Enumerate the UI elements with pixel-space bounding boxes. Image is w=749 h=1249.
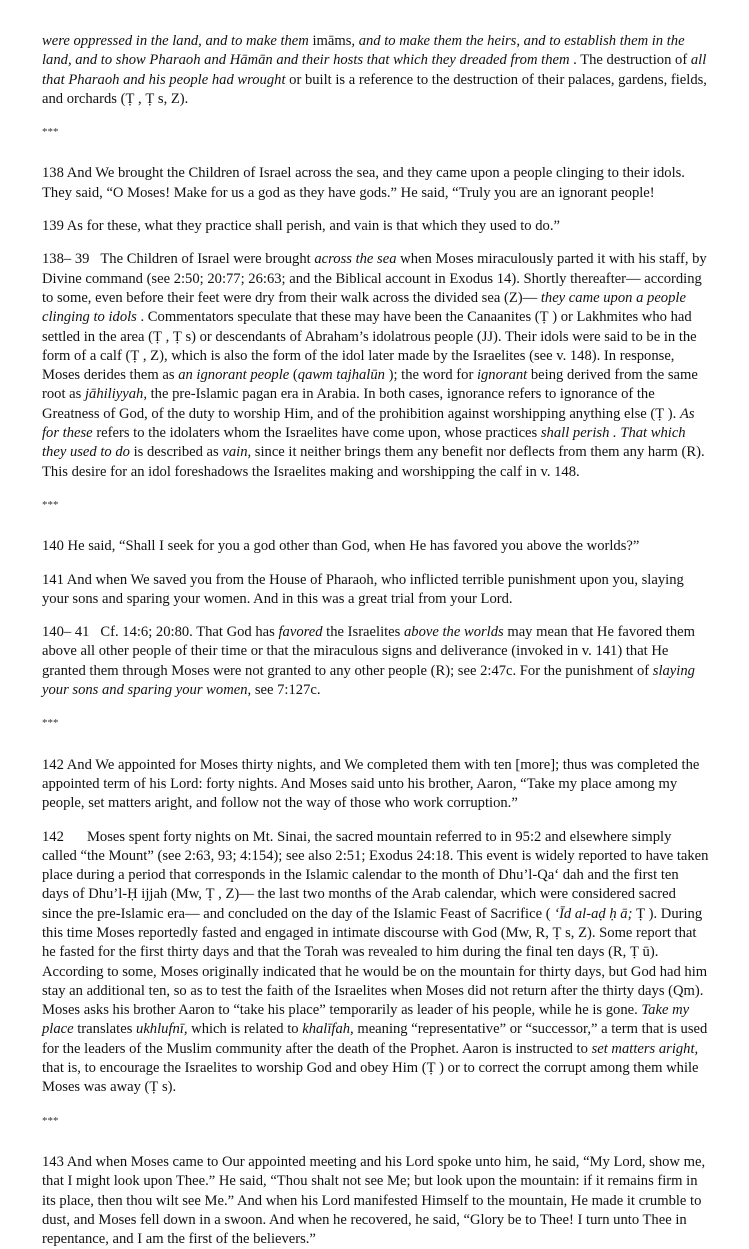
italic-text: across the sea <box>314 251 397 268</box>
text-run: imāms <box>312 33 352 49</box>
commentary-continuation <box>42 32 709 109</box>
verse-reference: 138– 39 <box>42 251 90 268</box>
text-run: which is related to <box>187 1021 303 1038</box>
commentary-paragraph <box>42 250 709 482</box>
text-run: the pre-Islamic pagan era in Arabia. In both cases, ignorance refers to ignorance of the Greatness of God, of the duty to worship Him, and of the prohibition against worshipping anything else (Ṭ ). <box>42 386 680 422</box>
italic-text: they came upon a people clinging to idols <box>42 289 686 326</box>
text-run: ( <box>289 367 298 384</box>
italic-text: qawm tajhalūn <box>297 367 385 384</box>
text-run: 141 And when We saved you from the House of Pharaoh, who inflicted terrible punishment upon you, slaying your sons and sparing your women. And in this was a great trial from your Lord. <box>42 571 684 607</box>
text-run: meaning “representative” or “successor,” a term that is used for the leaders of the Muslim community after the death of the Prophet. Aaron is instructed to <box>42 1021 708 1057</box>
text-run: translates <box>73 1021 137 1038</box>
text-run: Moses spent forty nights on Mt. Sinai, the sacred mountain referred to in 95:2 and elsewhere simply called “the Mount” (see 2:63, 93; 4:154); see also 2:51; Exodus 24:18. This event is widely reported to have taken place during a period that corresponds in the Islamic calendar to the month of Dhu’l-Qa‘ dah and the first ten days of Dhu’l-Ḥ ijjah (Mw, Ṭ , Z)— the last two months of the Arab calendar, which were considered sacred since the pre-Islamic era— and concluded on the day of the Islamic Feast of Sacrifice ( <box>42 828 709 922</box>
italic-text: ‘Īd al-aḍ ḥ ā; <box>554 905 633 922</box>
italic-text: an ignorant people <box>178 367 290 384</box>
italic-text: shall perish . That which they used to do <box>42 425 686 461</box>
section-divider: *** <box>42 1114 59 1127</box>
text-run: 143 And when Moses came to Our appointed meeting and his Lord spoke unto him, he said, “My Lord, show me, that I might look upon Thee.” He said, “Thou shalt not see Me; but look upon the mountain: if it remains firm in its place, then thou wilt see Me.” And when his Lord manifested Himself to the mountain, He made it crumble to dust, and Moses fell down in a swoon. And when he recovered, he said, “Glory be to Thee! I turn unto Thee in repentance, and I am the first of the believers.” <box>42 1153 706 1248</box>
italic-text: favored <box>278 624 323 641</box>
text-run: refers to the idolaters whom the Israelites have come upon, whose practices <box>92 425 541 442</box>
italic-text: jāhiliyyah, <box>84 386 147 403</box>
text-run: since it neither brings them any benefit nor deflects from them any harm (R). This desire for an idol foreshadows the Israelites making and worshipping the calf in v. 148. <box>42 444 705 480</box>
italic-text: As for these <box>42 405 695 442</box>
text-run: ); the word for <box>384 367 477 384</box>
italic-text: vain, <box>222 444 252 461</box>
verse-paragraph <box>42 756 709 814</box>
text-run: see 7:127c. <box>251 682 321 699</box>
italic-text: set matters aright, <box>591 1040 699 1057</box>
text-run: being derived from the same root as <box>42 367 698 403</box>
verse-reference: 142 <box>42 828 64 845</box>
verse-paragraph <box>42 217 709 236</box>
text-run: 139 As for these, what they practice shall perish, and vain is that which they used to do.” <box>42 218 560 235</box>
italic-text: all that Pharaoh and his people had wrought <box>42 52 707 88</box>
text-run: when Moses miraculously parted it with his staff, by Divine command (see 2:50; 20:77; 26:63; and the Biblical account in Exodus 14). Shortly thereafter— according to some, even before their feet were dry from their walk across the divided sea (Z)— <box>42 251 707 306</box>
text-run: the Israelites <box>322 624 404 641</box>
section-divider: *** <box>42 498 59 511</box>
commentary-paragraph <box>42 828 709 1098</box>
text-run: 138 And We brought the Children of Israel across the sea, and they came upon a people clinging to their idols. They said, “O Moses! Make for us a god as they have gods.” He said, “Truly you are an ignorant people! <box>42 165 685 201</box>
text-run: that is, to encourage the Israelites to worship God and obey Him (Ṭ ) or to correct the corrupt among them while Moses was away (Ṭ s). <box>42 1060 699 1096</box>
text-run: 140 He said, “Shall I seek for you a god other than God, when He has favored you above the worlds?” <box>42 538 640 555</box>
text-run: is described as <box>129 444 223 461</box>
text-run: may mean that He favored them above all other people of their time or that the miraculous signs and deliverance (invoked in v. 141) that He granted them through Moses were not granted to any other people (R); see 2:47c. For the punishment of <box>42 624 695 679</box>
italic-text: , and to make them the heirs, and to establish them in the land, and to show Pharaoh and Hāmān and their hosts that which they dreaded from them <box>42 33 685 69</box>
commentary-paragraph <box>42 623 709 700</box>
verse-paragraph <box>42 537 709 556</box>
text-run: Ṭ ). During this time Moses reportedly fasted and engaged in intimate discourse with God (Mw, R, Ṭ s, Z). Some report that he fasted for the first thirty days and that the Torah was revealed to him during the final ten days (R, Ṭ ū). According to some, Moses originally indicated that he would be on the mountain for thirty days, but God had him stay an additional ten, so as to test the faith of the Israelites when Moses did not return after the thirty days (Qm). Moses asks his brother Aaron to “take his place” temporarily as leader of his people, while he is gone. <box>42 905 708 1019</box>
text-run: . Commentators speculate that these may have been the Canaanites (Ṭ ) or Lakhmites who had settled in the area (Ṭ , Ṭ s) or descendants of Abraham’s idolatrous people (JJ). Their idols were said to be in the form of a calf (Ṭ , Z), which is also the form of the idol later made by the Israelites (see v. 148). In response, Moses derides them as <box>42 309 697 384</box>
verse-paragraph <box>42 1153 709 1249</box>
verse-reference: 140– 41 <box>42 624 90 641</box>
italic-text: Take my place <box>42 1002 690 1038</box>
text-run: Cf. 14:6; 20:80. That God has <box>100 624 279 641</box>
italic-text: were oppressed in the land, and to make them <box>42 33 313 49</box>
italic-text: slaying your sons and sparing your women, <box>42 662 695 699</box>
text-run: The Children of Israel were brought <box>100 251 315 268</box>
text-run: . The destruction of <box>569 52 691 69</box>
text-run: 142 And We appointed for Moses thirty nights, and We completed them with ten [more]; thus was completed the appointed term of his Lord: forty nights. And Moses said unto his brother, Aaron, “Take my place among my people, set matters aright, and follow not the way of those who work corruption.” <box>42 756 700 812</box>
verse-paragraph <box>42 571 709 610</box>
section-divider: *** <box>42 126 59 139</box>
italic-text: ignorant <box>476 367 528 384</box>
italic-text: khalīfah, <box>302 1021 354 1038</box>
italic-text: ukhlufnī, <box>136 1021 188 1038</box>
verse-paragraph <box>42 164 709 203</box>
italic-text: above the worlds <box>403 624 504 641</box>
section-divider: *** <box>42 717 59 730</box>
text-run: or built is a reference to the destruction of their palaces, gardens, fields, and orchards (Ṭ , Ṭ s, Z). <box>42 71 707 107</box>
